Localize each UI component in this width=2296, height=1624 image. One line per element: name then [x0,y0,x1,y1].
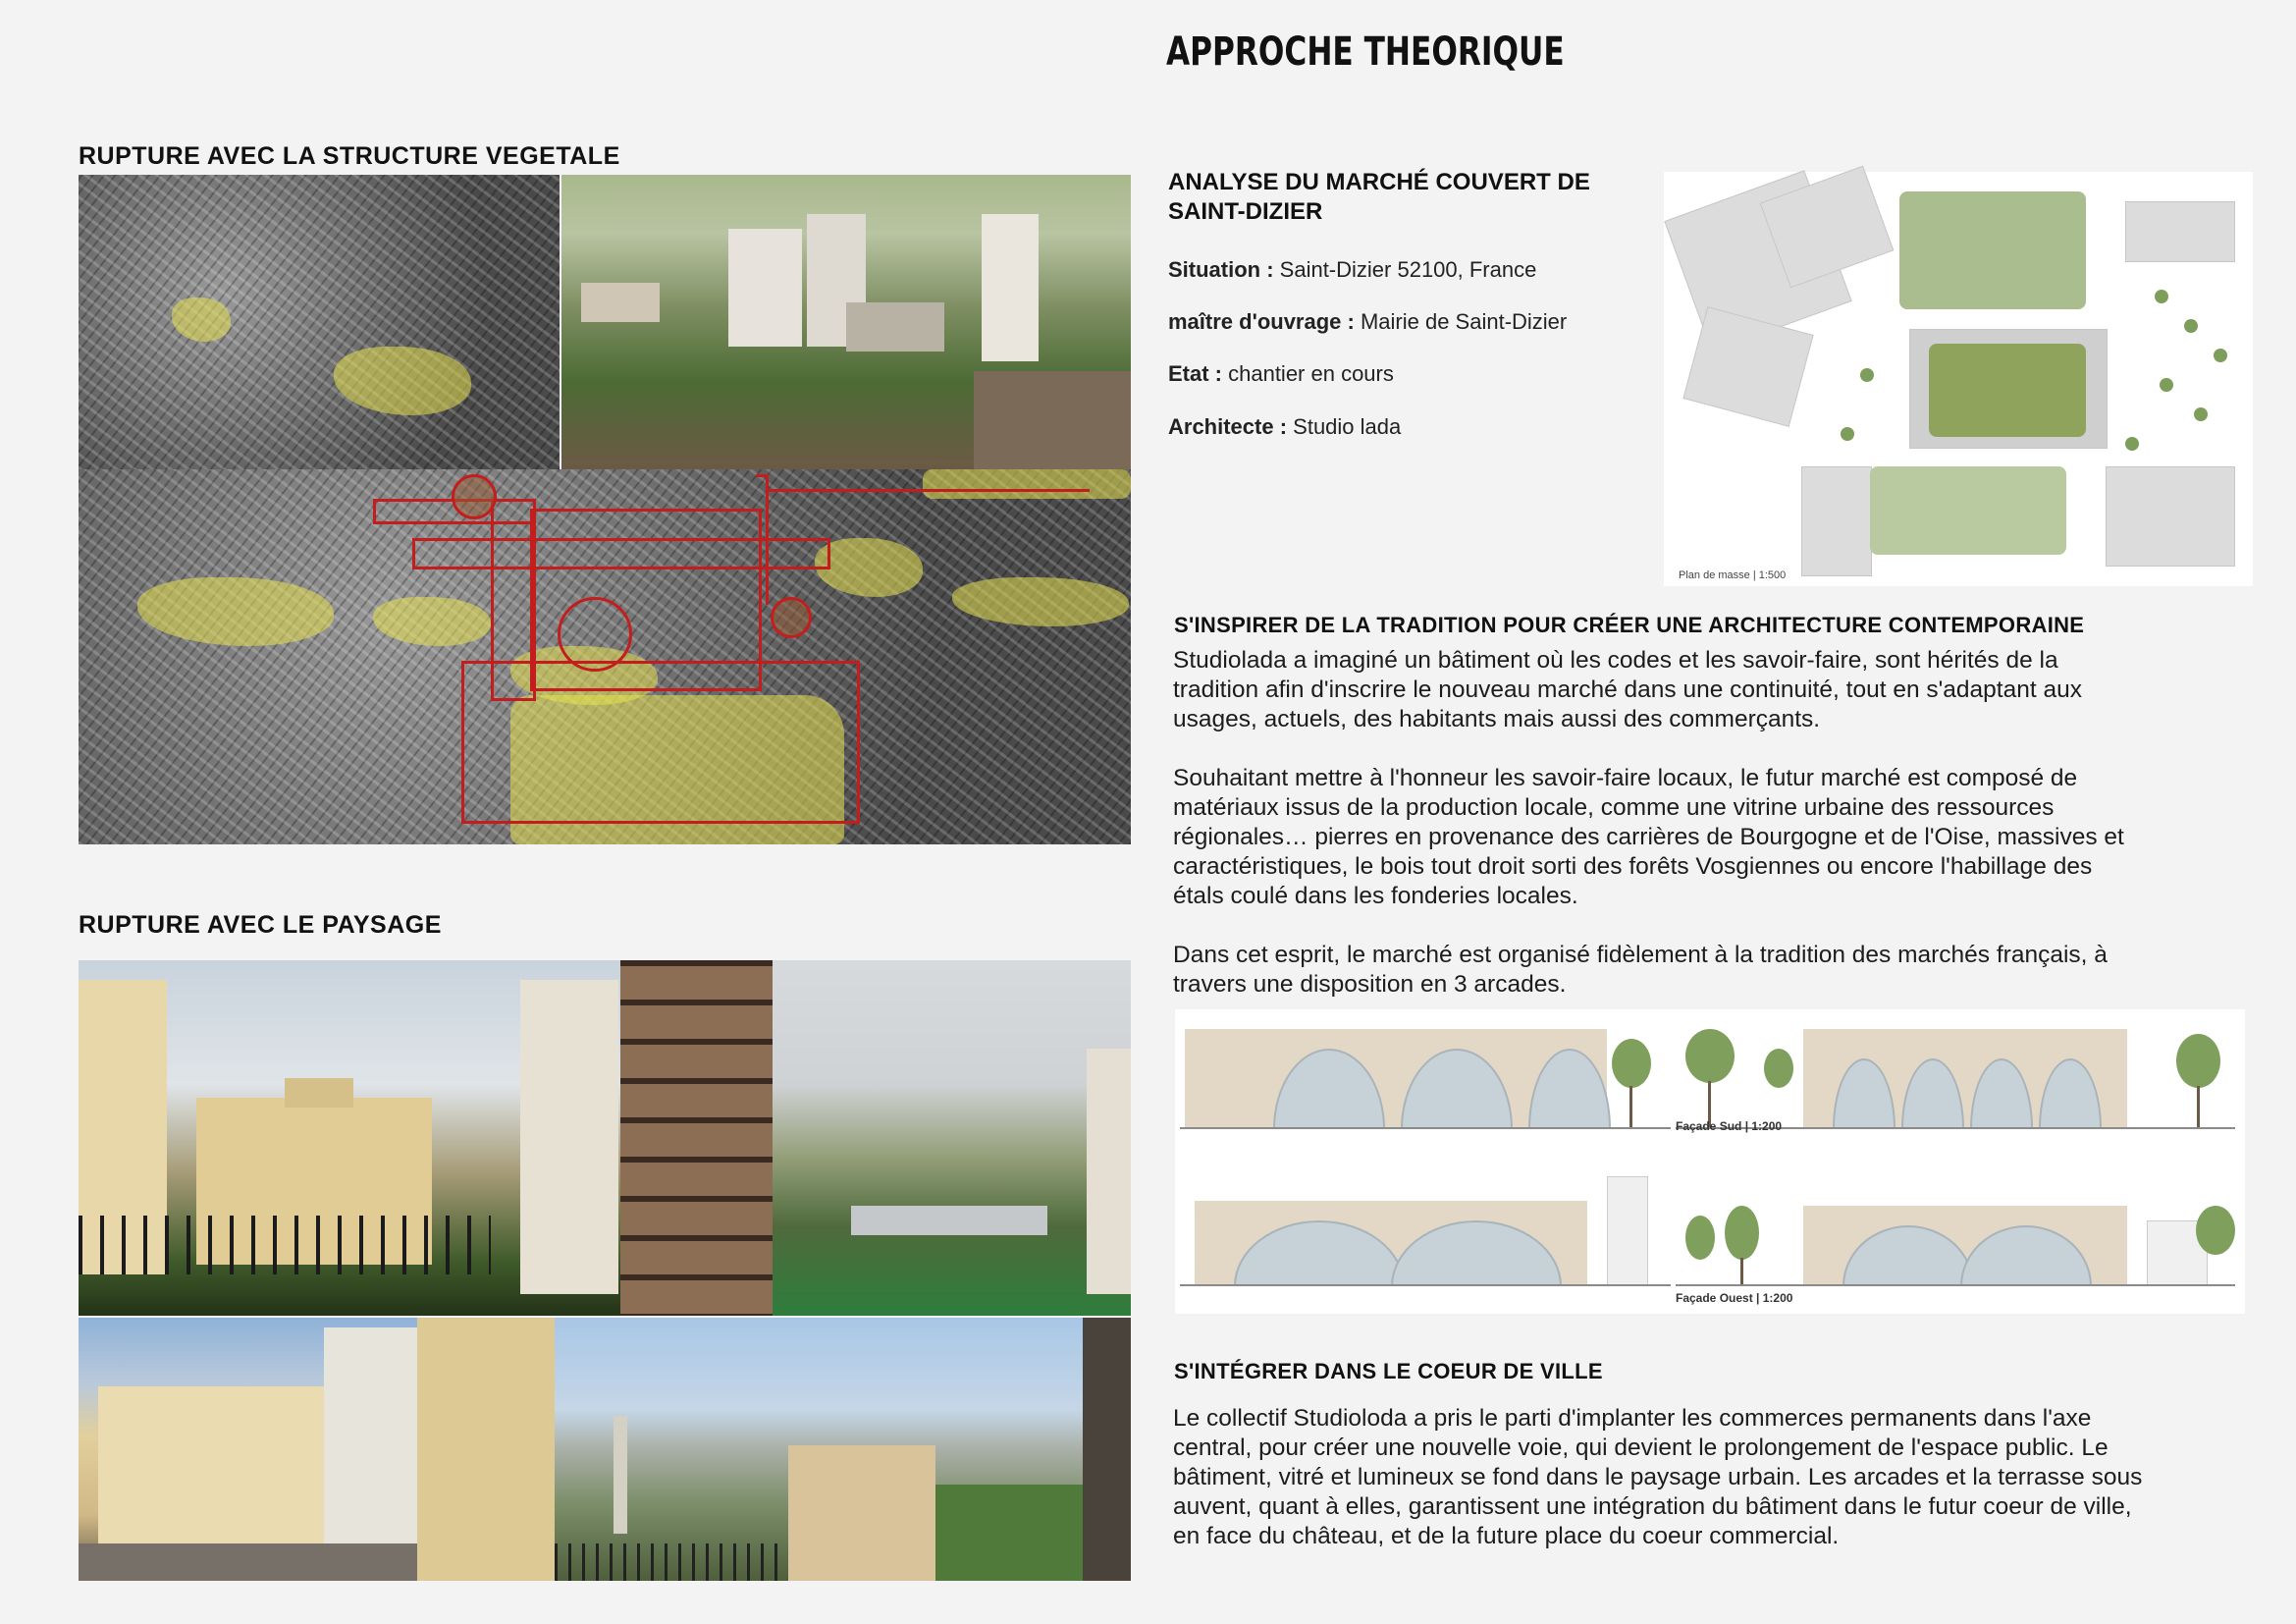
analysis-title-line2: SAINT-DIZIER [1168,198,1323,225]
city-photo-color [561,175,1131,469]
site-plan [1664,172,2253,586]
tradition-paragraph-3: Dans cet esprit, le marché est organisé fidèlement à la tradition des marchés français, à travers une disposition en 3 arcades. [1173,942,2108,998]
section-title-paysage: RUPTURE AVEC LE PAYSAGE [79,911,442,939]
integration-title: S'INTÉGRER DANS LE COEUR DE VILLE [1174,1359,1603,1383]
info-architect: Architecte : Studio lada [1168,414,1402,439]
section-title-vegetal: RUPTURE AVEC LA STRUCTURE VEGETALE [79,142,620,170]
annotated-aerial-map [79,469,1131,844]
analysis-title-line1: ANALYSE DU MARCHÉ COUVERT DE [1168,169,1590,195]
photo-parking-street [773,960,1131,1316]
info-owner: maître d'ouvrage : Mairie de Saint-Dizier [1168,309,1568,334]
tradition-paragraph-2: Souhaitant mettre à l'honneur les savoir-faire locaux, le futur marché est composé de matériaux issus de la production locale, comme une vitrine urbaine des ressources régionales… pierres en provenance des carrières de Bourgogne et de l'Oise, massives et caractéristiques, le bois tout droit sorti des forêts Vosgiennes ou encore l'habillage des étals coulé dans les fonderies locales. [1173,765,2124,909]
caption-facade-ouest: Façade Ouest | 1:200 [1676,1291,1793,1305]
photo-school-building [79,960,620,1316]
info-state: Etat : chantier en cours [1168,361,1394,386]
photo-valley-view [788,1318,1131,1581]
photo-yellow-building [79,1318,417,1581]
tradition-paragraph-1: Studiolada a imaginé un bâtiment où les codes et les savoir-faire, sont hérités de la tradition afin d'inscrire le nouveau marché dans une continuité, tout en s'adaptant aux usages, actuels, des habitants mais aussi des commerçants. [1173,647,2082,732]
photo-hills-minaret [417,1318,788,1581]
aerial-photo-bw [79,175,560,469]
page-title: APPROCHE THEORIQUE [1166,29,1565,75]
info-situation: Situation : Saint-Dizier 52100, France [1168,257,1537,282]
tradition-title: S'INSPIRER DE LA TRADITION POUR CRÉER UNE ARCHITECTURE CONTEMPORAINE [1174,613,2085,637]
caption-facade-sud: Façade Sud | 1:200 [1676,1119,1783,1133]
integration-paragraph: Le collectif Studioloda a pris le parti d'implanter les commerces permanents dans l'axe central, pour créer une nouvelle voie, qui devient le prolongement de l'espace public. Le bâtiment, vitré et lumineux se fond dans le paysage urbain. Les arcades et la terrasse sous auvent, quant à elles, garantissent une intégration du bâtiment dans le futur coeur de ville, en face du château, et de la future place du coeur commercial. [1173,1405,2143,1549]
plan-caption: Plan de masse | 1:500 [1679,569,1787,581]
facade-elevations [1175,1009,2245,1314]
photo-facade-balconies [620,960,773,1316]
